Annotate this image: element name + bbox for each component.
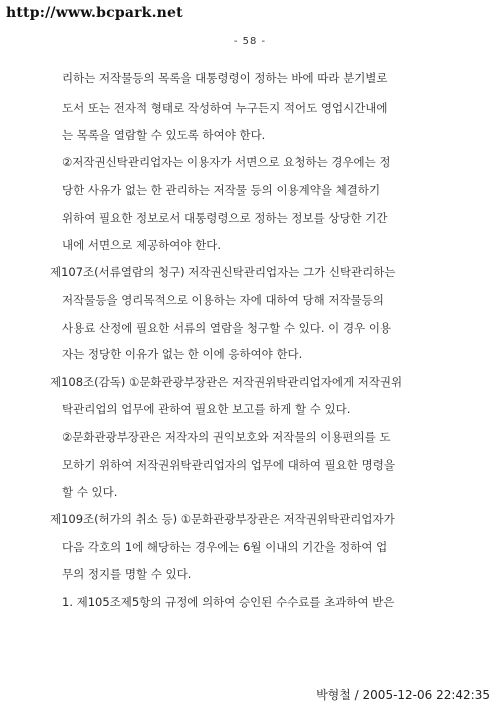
text-line: 자는 정당한 이유가 없는 한 이에 응하여야 한다. [62, 347, 303, 361]
text-line: 저작물등을 영리목적으로 이용하는 자에 대하여 당해 저작물등의 [62, 293, 384, 307]
author-timestamp: 박형철 / 2005-12-06 22:42:35 [316, 688, 490, 702]
text-line: 모하기 위하여 저작권위탁관리업자의 업무에 대하여 필요한 명령을 [62, 458, 395, 472]
text-line: 위하여 필요한 정보로서 대통령령으로 정하는 정보를 상당한 기간 [62, 211, 388, 225]
text-line: 당한 사유가 없는 한 관리하는 저작물 등의 이용계약을 체결하기 [62, 183, 381, 197]
text-line: 무의 정지를 명할 수 있다. [62, 567, 192, 581]
text-line: ②문화관광부장관은 저작자의 권익보호와 저작물의 이용편의를 도 [62, 430, 391, 444]
list-item-line: 1. 제105조제5항의 규정에 의하여 승인된 수수료를 초과하여 받은 [62, 595, 395, 609]
watermark-url: http://www.bcpark.net [6, 5, 183, 21]
article-heading-line: 제107조(서류열람의 청구) 저작권신탁관리업자는 그가 신탁관리하는 [50, 265, 396, 279]
text-line: 내에 서면으로 제공하여야 한다. [62, 238, 222, 252]
text-line: 도서 또는 전자적 형태로 작성하여 누구든지 적어도 영업시간내에 [62, 101, 388, 115]
text-line: 는 목록을 열람할 수 있도록 하여야 한다. [62, 128, 266, 142]
article-heading-line: 제109조(허가의 취소 등) ①문화관광부장관은 저작권위탁관리업자가 [50, 512, 395, 526]
text-line: 할 수 있다. [62, 485, 118, 499]
article-heading-line: 제108조(감독) ①문화관광부장관은 저작권위탁관리업자에게 저작권위 [50, 375, 403, 389]
text-line: 탁관리업의 업무에 관하여 필요한 보고를 하게 할 수 있다. [62, 402, 351, 416]
text-line: 다음 각호의 1에 해당하는 경우에는 6월 이내의 기간을 정하여 업 [62, 540, 388, 554]
text-line: 리하는 저작물등의 목록을 대통령령이 정하는 바에 따라 분기별로 [62, 71, 388, 85]
page-number: - 58 - [233, 36, 267, 47]
text-line: 사용료 산정에 필요한 서류의 열람을 청구할 수 있다. 이 경우 이용 [62, 321, 392, 335]
text-line: ②저작권신탁관리업자는 이용자가 서면으로 요청하는 경우에는 정 [62, 155, 391, 169]
